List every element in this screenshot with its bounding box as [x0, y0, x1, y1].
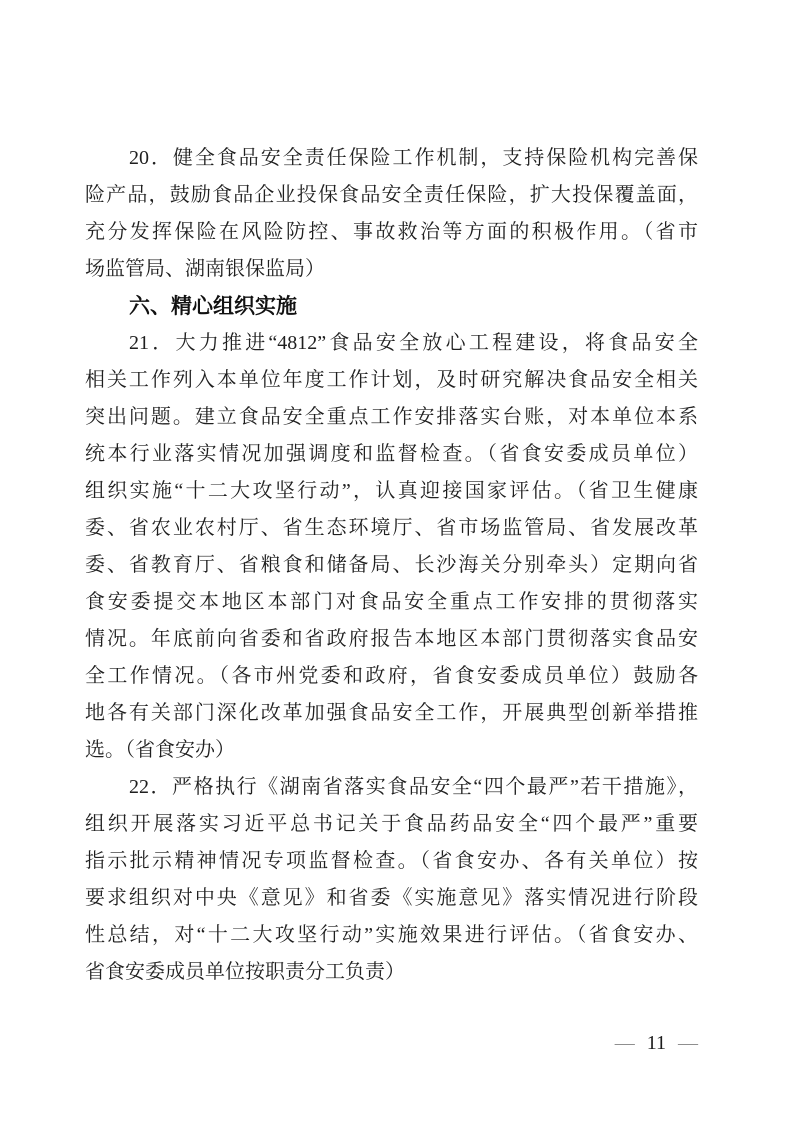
section-heading-line: 六、精心组织实施	[129, 295, 297, 318]
paragraph-line: 省食安委成员单位按职责分工负责）	[85, 961, 405, 983]
paragraph-line: 统本行业落实情况加强调度和监督检查。（省食安委成员单位）	[85, 443, 698, 465]
paragraph-line: 突出问题。建立食品安全重点工作安排落实台账，对本单位本系	[85, 406, 698, 428]
document-body	[85, 140, 698, 991]
paragraph-line: 地各有关部门深化改革加强食品安全工作，开展典型创新举措推	[85, 702, 698, 724]
paragraph-line: 险产品，鼓励食品企业投保食品安全责任保险，扩大投保覆盖面，	[85, 184, 698, 206]
paragraph-line: 组织实施“十二大攻坚行动”，认真迎接国家评估。（省卫生健康	[85, 480, 698, 502]
page-number	[85, 1026, 698, 1060]
page-number-dash-right: —	[678, 1032, 698, 1054]
page-number-value: 11	[646, 1032, 666, 1054]
page-number-dash-left: —	[614, 1032, 635, 1054]
paragraph-line: 选。（省食安办）	[85, 739, 235, 761]
paragraph-line: 委、省农业农村厅、省生态环境厅、省市场监管局、省发展改革	[85, 517, 698, 539]
paragraph-line: 委、省教育厅、省粮食和储备局、长沙海关分别牵头）定期向省	[85, 554, 698, 576]
paragraph-line: 22．严格执行《湖南省落实食品安全“四个最严”若干措施》，	[129, 776, 698, 798]
paragraph-line: 组织开展落实习近平总书记关于食品药品安全“四个最严”重要	[85, 813, 698, 835]
paragraph-line: 充分发挥保险在风险防控、事故救治等方面的积极作用。（省市	[85, 221, 698, 243]
paragraph-line: 场监管局、湖南银保监局）	[85, 258, 325, 280]
paragraph-line: 情况。年底前向省委和省政府报告本地区本部门贯彻落实食品安	[85, 628, 698, 650]
paragraph-line: 食安委提交本地区本部门对食品安全重点工作安排的贯彻落实	[85, 591, 698, 613]
paragraph-line: 全工作情况。（各市州党委和政府，省食安委成员单位）鼓励各	[85, 665, 698, 687]
paragraph-line: 指示批示精神情况专项监督检查。（省食安办、各有关单位）按	[85, 850, 698, 872]
paragraph-line: 相关工作列入本单位年度工作计划，及时研究解决食品安全相关	[85, 369, 698, 391]
paragraph-line: 要求组织对中央《意见》和省委《实施意见》落实情况进行阶段	[85, 887, 698, 909]
paragraph-line: 性总结，对“十二大攻坚行动”实施效果进行评估。（省食安办、	[85, 924, 698, 946]
paragraph-line: 20．健全食品安全责任保险工作机制，支持保险机构完善保	[129, 147, 698, 169]
paragraph-line: 21．大力推进“4812”食品安全放心工程建设，将食品安全	[129, 332, 698, 354]
